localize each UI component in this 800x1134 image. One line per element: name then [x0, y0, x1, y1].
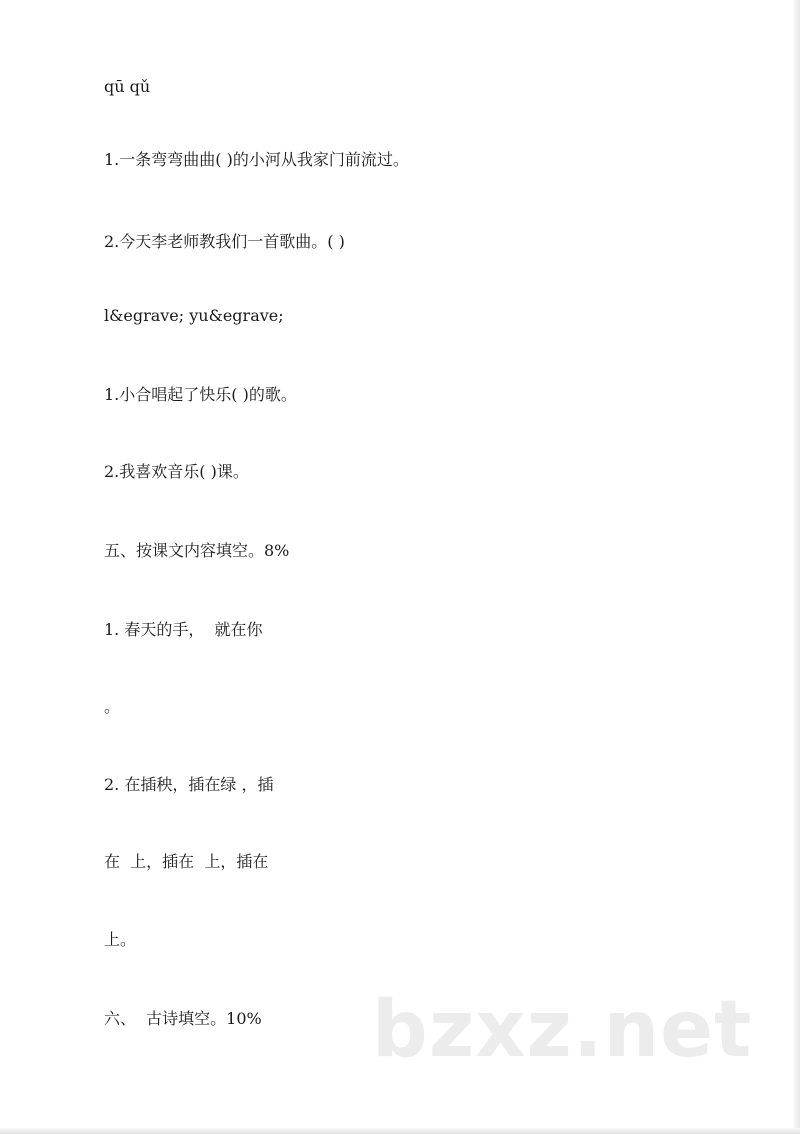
- pinyin-le-yue-line: l&egrave; yu&egrave;: [104, 306, 284, 325]
- section-five-heading: 五、按课文内容填空。8%: [104, 541, 290, 560]
- page-edge-bottom: [0, 1128, 800, 1134]
- fill-blank-2: 2. 在插秧，插在绿 ，插: [104, 775, 274, 794]
- pinyin-qu-line: qū qǔ: [104, 77, 151, 96]
- page-edge-right: [794, 0, 800, 1134]
- fill-blank-1: 1. 春天的手， 就在你: [104, 620, 263, 639]
- section-six-heading: 六、 古诗填空。10%: [104, 1009, 262, 1028]
- fill-blank-1-end: 。: [104, 697, 121, 716]
- watermark-logo: bzxz.net: [372, 985, 753, 1075]
- sentence-quqian-2: 2.今天李老师教我们一首歌曲。( ): [104, 232, 345, 251]
- fill-blank-2-end: 上。: [104, 930, 137, 949]
- sentence-yue-2: 2.我喜欢音乐( )课。: [104, 462, 249, 481]
- sentence-yue-1: 1.小合唱起了快乐( )的歌。: [104, 385, 297, 404]
- fill-blank-2-cont: 在 上，插在 上，插在: [104, 852, 269, 871]
- sentence-quqian-1: 1.一条弯弯曲曲( )的小河从我家门前流过。: [104, 150, 409, 169]
